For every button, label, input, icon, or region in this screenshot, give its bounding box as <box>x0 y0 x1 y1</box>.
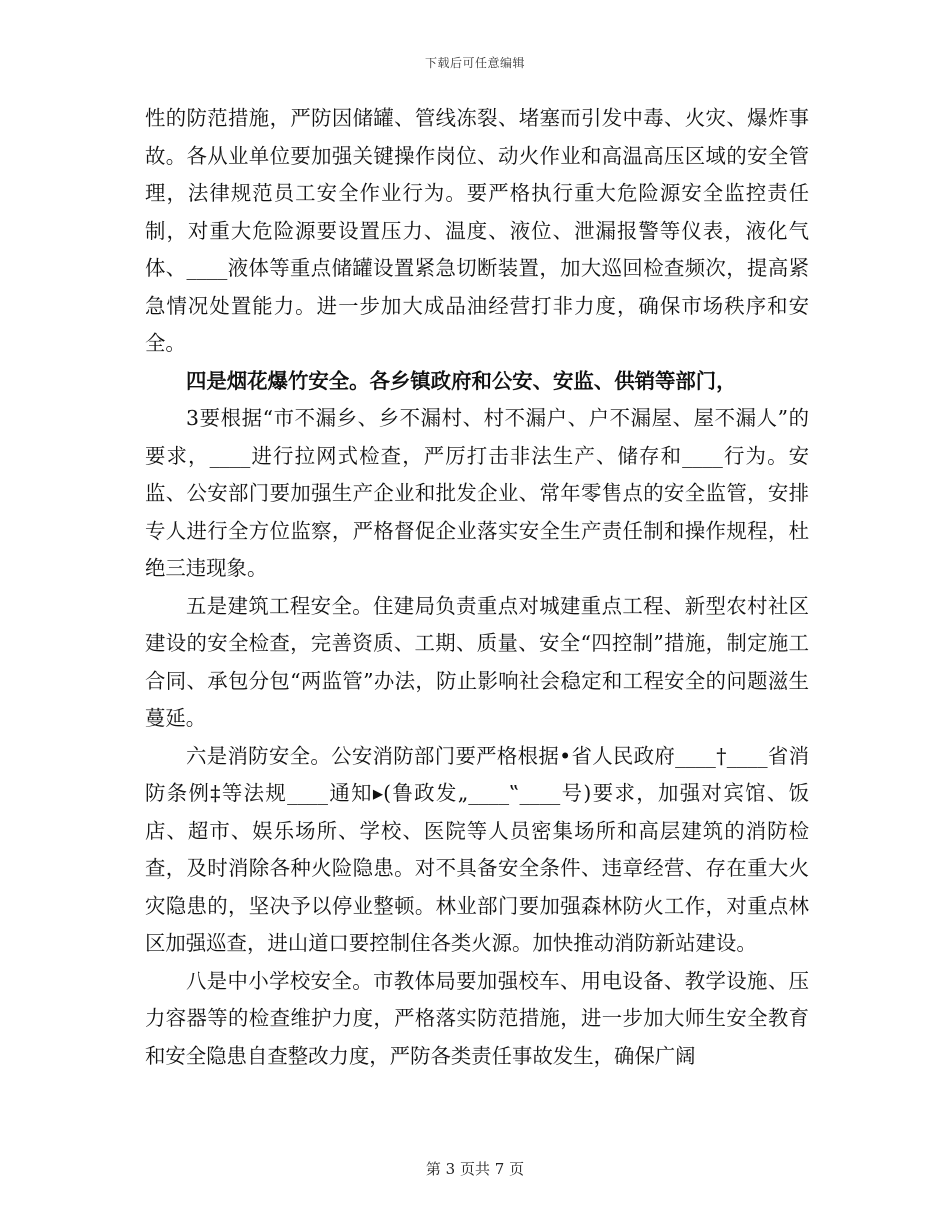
paragraph-school-safety: 八是中小学校安全。市教体局要加强校车、用电设备、教学设施、压力容器等的检查维护力度，严格落实防范措施，进一步加大师生安全教育和安全隐患自查整改力度，严防各类责任事故发生，确保广阔 <box>145 968 809 1068</box>
paragraph-fireworks-heading: 四是烟花爆竹安全。各乡镇政府和公安、安监、供销等部门， <box>186 368 737 393</box>
page-number-footer: 第 3 页共 7 页 <box>425 1160 525 1178</box>
paragraph-fire-safety: 六是消防安全。公安消防部门要严格根据•省人民政府____†____省消防条例‡等法规____通知▸(鲁政发„____‟____号)要求，加强对宾馆、饭店、超市、娱乐场所、学校、医院等人员密集场所和高层建筑的消防检查，及时消除各种火险隐患。对不具备安全条件、违章经营、存在重大火灾隐患的，坚决予以停业整顿。林业部门要加强森林防火工作，对重点林区加强巡查，进山道口要控制住各类火源。加快推动消防新站建设。 <box>145 743 809 955</box>
paragraph-continued-safety-measures: 性的防范措施，严防因储罐、管线冻裂、堵塞而引发中毒、火灾、爆炸事故。各从业单位要加强关键操作岗位、动火作业和高温高压区域的安全管理，法律规范员工安全作业行为。要严格执行重大危险源安全监控责任制，对重大危险源要设置压力、温度、液位、泄漏报警等仪表，液化气体、____液体等重点储罐设置紧急切断装置，加大巡回检查频次，提高紧急情况处置能力。进一步加大成品油经营打非力度，确保市场秩序和安全。 <box>145 106 809 355</box>
paragraph-construction-safety: 五是建筑工程安全。住建局负责重点对城建重点工程、新型农村社区建设的安全检查，完善资质、工期、质量、安全“四控制”措施，制定施工合同、承包分包“两监管”办法，防止影响社会稳定和工程安全的问题滋生蔓延。 <box>145 593 809 730</box>
document-body <box>145 100 809 1075</box>
paragraph-fireworks-body: 3要根据“市不漏乡、乡不漏村、村不漏户、户不漏屋、屋不漏人”的要求，____进行拉网式检查，严厉打击非法生产、储存和____行为。安监、公安部门要加强生产企业和批发企业、常年零售点的安全监管，安排专人进行全方位监察，严格督促企业落实安全生产责任制和操作规程，杜绝三违现象。 <box>145 406 809 580</box>
page-header: 下载后可任意编辑 <box>424 56 525 70</box>
